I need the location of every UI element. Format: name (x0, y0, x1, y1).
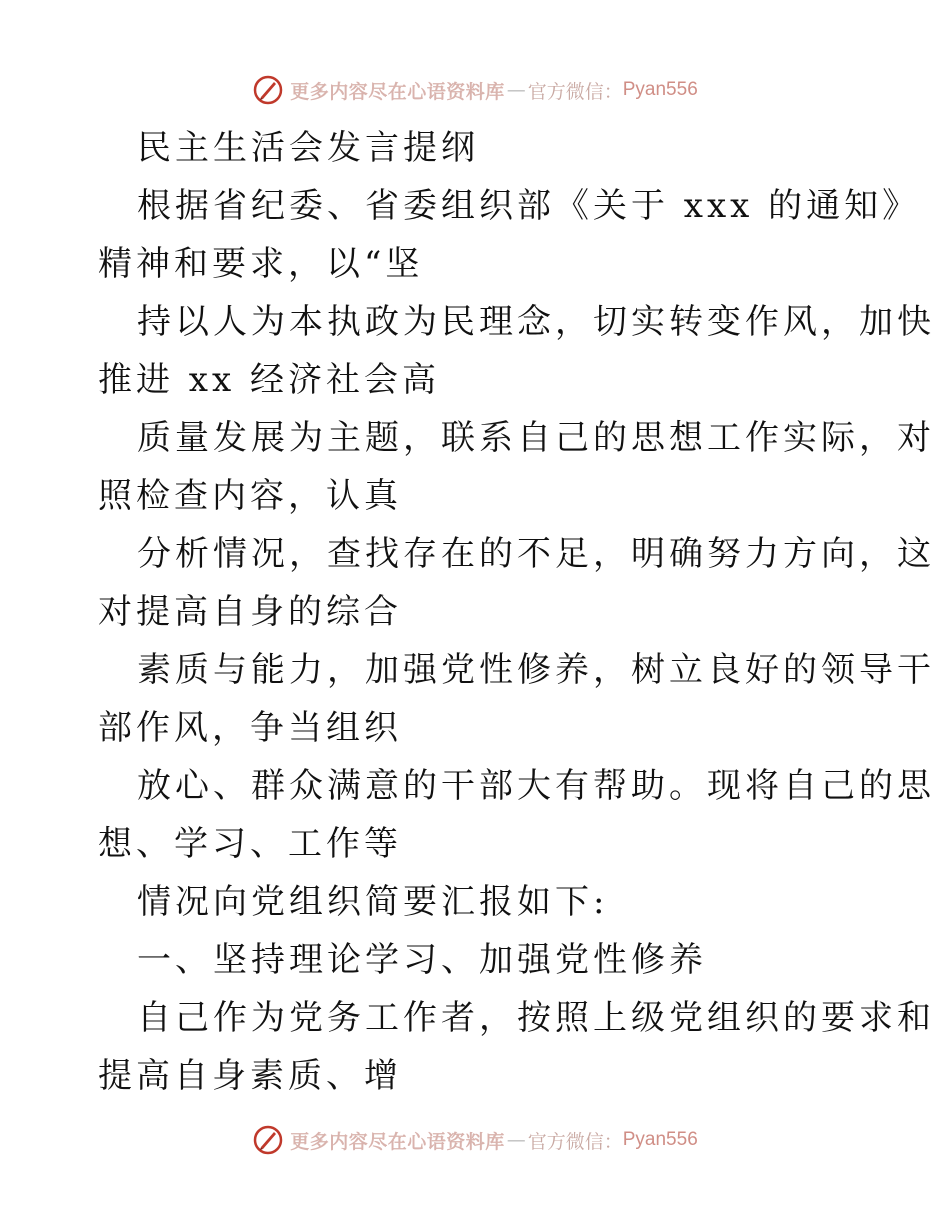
watermark-official-label: 官方微信： (527, 1130, 623, 1153)
paragraph-line: 放心、群众满意的干部大有帮助。现将自己的思 (137, 766, 935, 806)
paragraph-line: 提高自身素质、增 (98, 1056, 402, 1096)
watermark-brand-text: 更多内容尽在心语资料库 (290, 80, 505, 103)
quill-seal-icon (252, 74, 284, 106)
paragraph-line: 推进 xx 经济社会高 (98, 360, 440, 400)
watermark-account: Pyan556 (622, 79, 698, 100)
header-watermark (0, 70, 950, 110)
document-title: 民主生活会发言提纲 (137, 128, 479, 168)
watermark-brand-text: 更多内容尽在心语资料库 (290, 1130, 505, 1153)
watermark-official-label: 官方微信： (527, 80, 623, 103)
paragraph-line: 对提高自身的综合 (98, 592, 402, 632)
quill-seal-icon (252, 1124, 284, 1156)
paragraph-line: 精神和要求，以“坚 (98, 244, 424, 284)
footer-watermark (0, 1120, 950, 1160)
paragraph-line: 分析情况，查找存在的不足，明确努力方向，这 (137, 534, 935, 574)
paragraph-line: 自己作为党务工作者，按照上级党组织的要求和 (137, 998, 935, 1038)
watermark-dash: — (506, 79, 526, 101)
watermark-dash: — (506, 1129, 526, 1151)
paragraph-line: 部作风，争当组织 (98, 708, 402, 748)
paragraph-line: 根据省纪委、省委组织部《关于 xxx 的通知》 (137, 186, 921, 226)
paragraph-line: 持以人为本执政为民理念，切实转变作风，加快 (137, 302, 935, 342)
watermark-account: Pyan556 (622, 1129, 698, 1150)
paragraph-line: 质量发展为主题，联系自己的思想工作实际，对 (137, 418, 935, 458)
paragraph-line: 想、学习、工作等 (98, 824, 402, 864)
section-heading: 一、坚持理论学习、加强党性修养 (137, 940, 707, 980)
paragraph-line: 情况向党组织简要汇报如下: (137, 882, 609, 922)
paragraph-line: 照检查内容，认真 (98, 476, 402, 516)
paragraph-line: 素质与能力，加强党性修养，树立良好的领导干 (137, 650, 935, 690)
